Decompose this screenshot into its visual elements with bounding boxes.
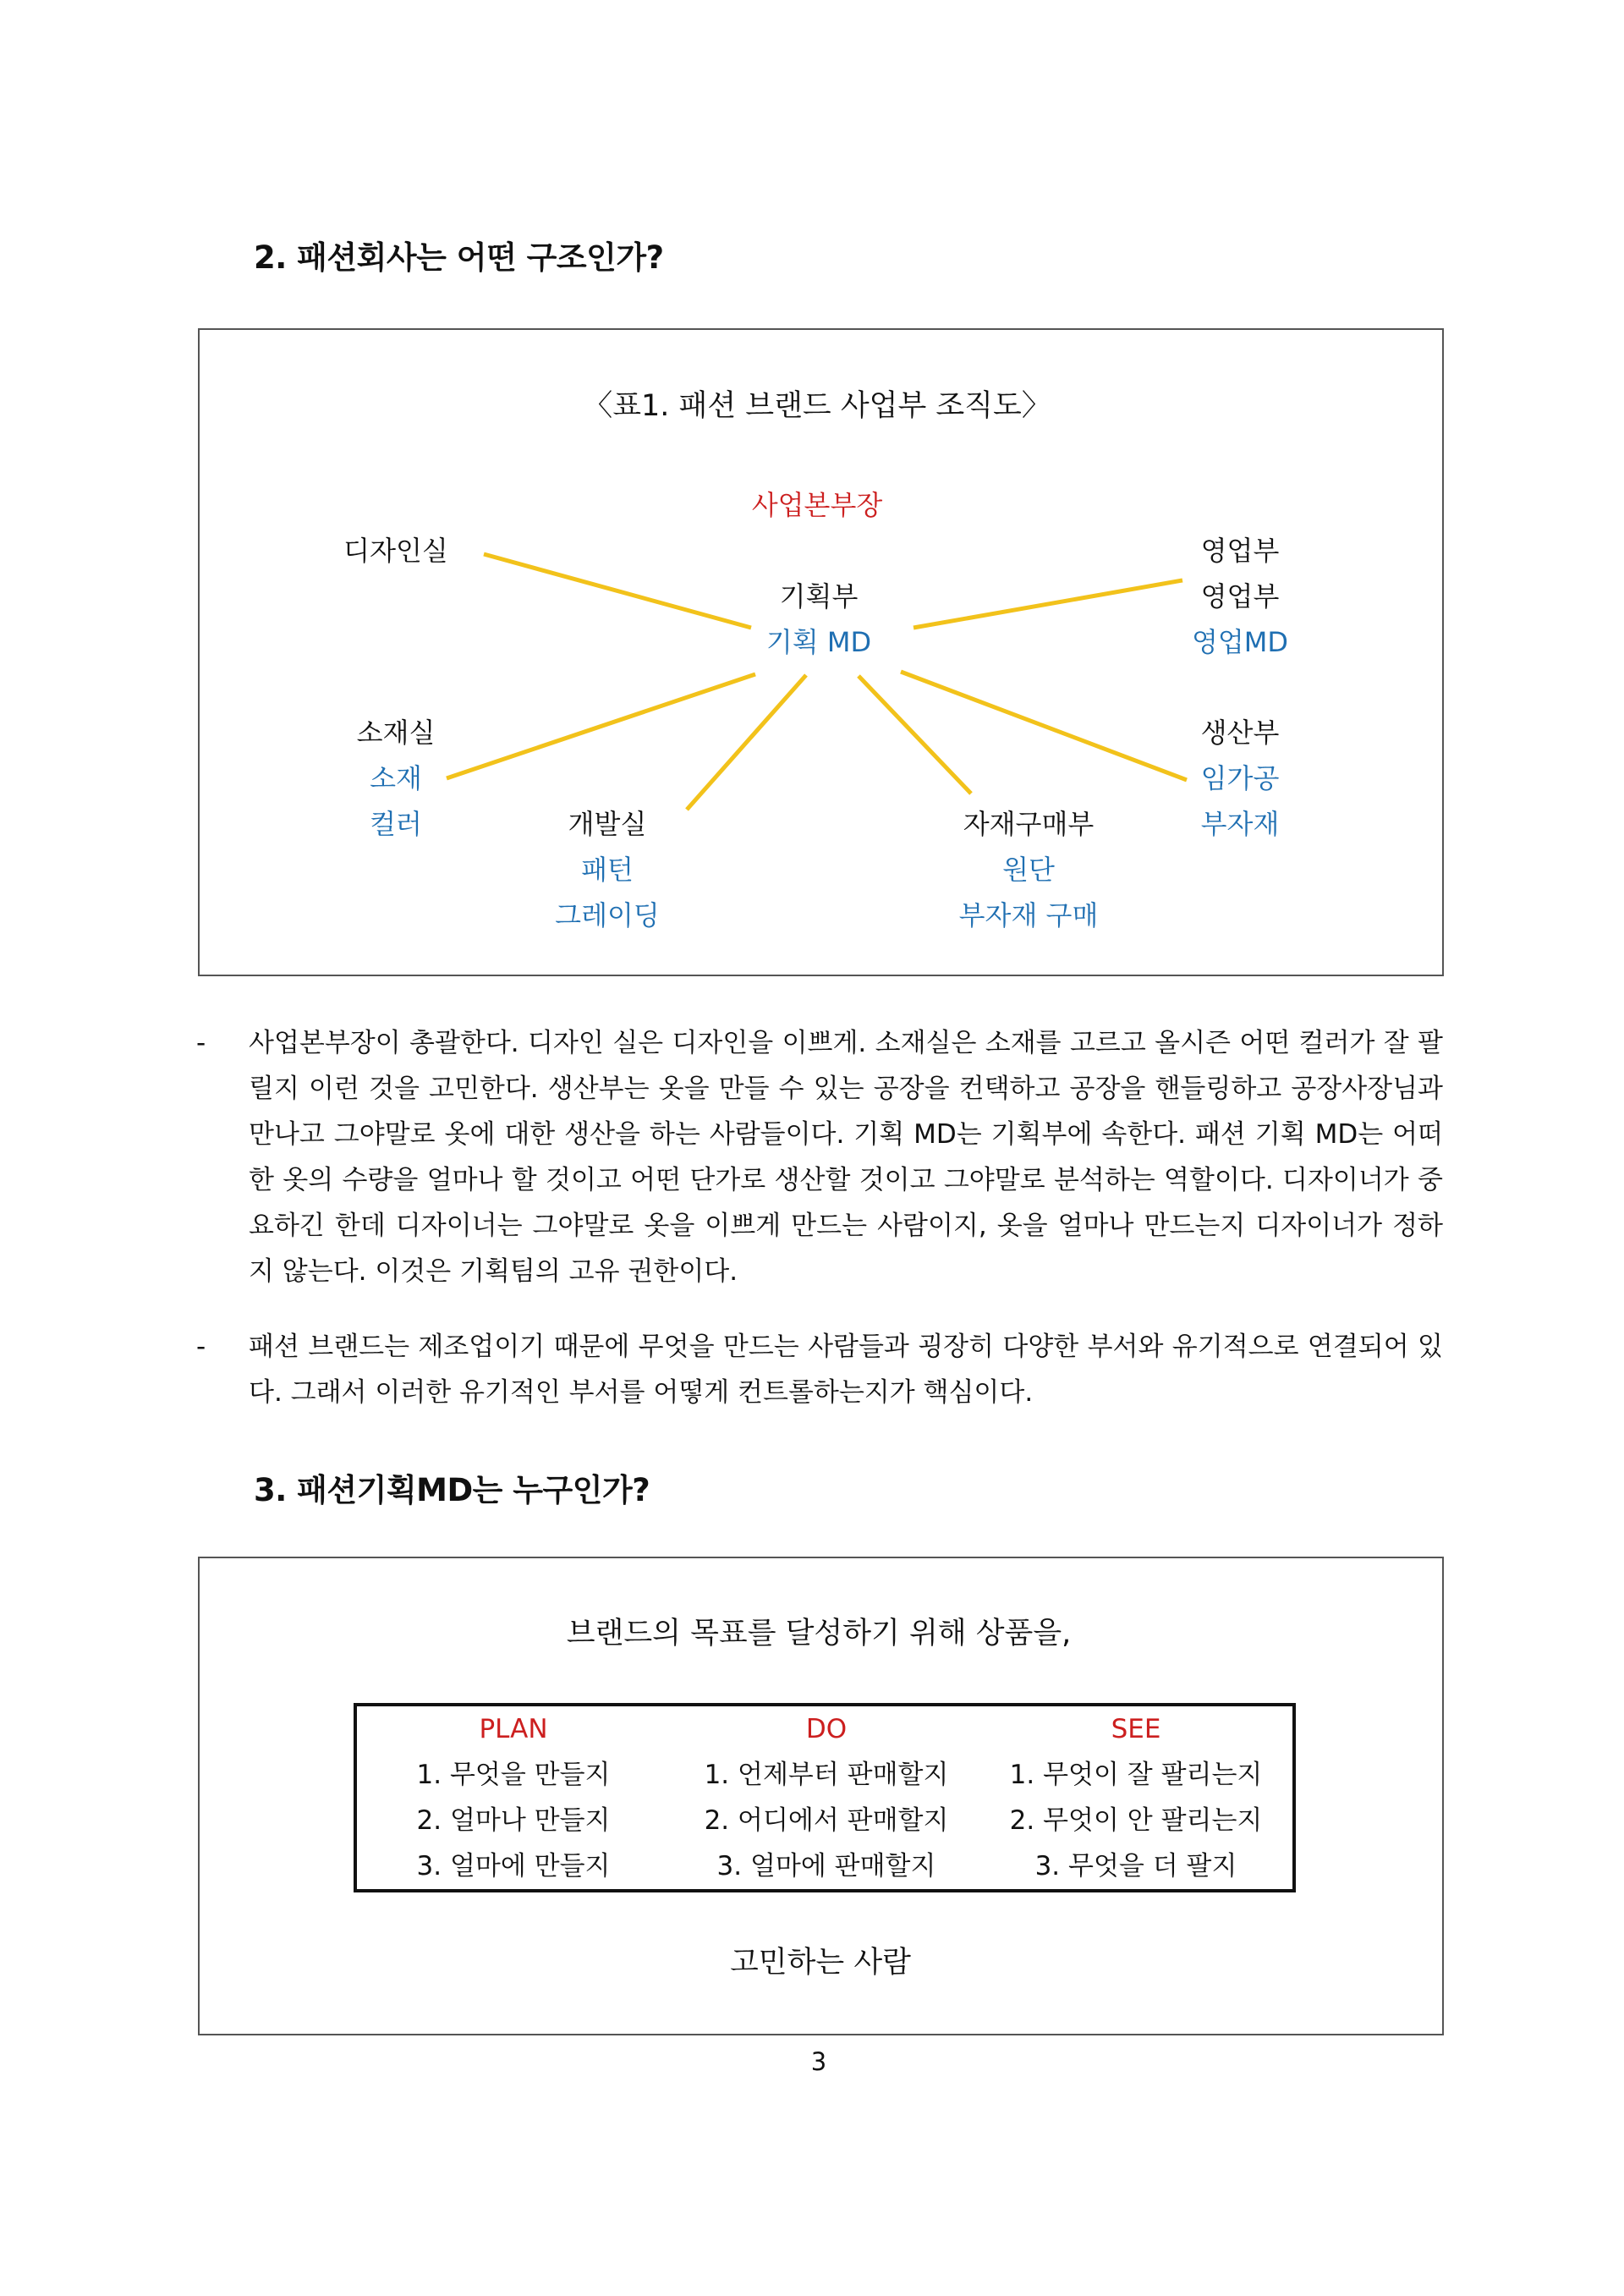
paragraph-org-description: 사업본부장이 총괄한다. 디자인 실은 디자인을 이쁘게. 소재실은 소재를 고르고 올시즌 어떤 컬러가 잘 팔릴지 이런 것을 고민한다. 생산부는 옷을 만들 수 있는 공장을 컨택하고 공장을 핸들링하고 공장사장님과 만나고 그야말로 옷에 대한 생산을 하는 사람들이다. 기획 MD는 기획부에 속한다. 패션 기획 MD는 어떠한 옷의 수량을 얼마나 할 것이고 어떤 단가로 생산할 것이고 그야말로 분석하는 역할이다. 디자이너가 중요하긴 한데 디자이너는 그야말로 옷을 이쁘게 만드는 사람이지, 옷을 얼마나 만드는지 디자이너가 정하지 않는다. 이것은 기획팀의 고유 권한이다.: [249, 1028, 1443, 1287]
org-planning-name: 기획부: [779, 580, 859, 612]
column-title-see: SEE: [1111, 1714, 1161, 1744]
org-planning-role: 기획 MD: [765, 626, 872, 658]
paragraph-org-summary: 패션 브랜드는 제조업이기 때문에 무엇을 만드는 사람들과 굉장히 다양한 부서와 유기적으로 연결되어 있다. 그래서 이러한 유기적인 부서를 어떻게 컨트롤하는지가 핵심이다.: [249, 1332, 1443, 1408]
org-development-role: 패턴: [581, 854, 634, 886]
org-development-role: 그레이딩: [555, 899, 660, 931]
connector-development: [687, 675, 806, 810]
org-sales-name: 영업부: [1200, 535, 1280, 567]
plan-do-see-table: [354, 1703, 1296, 1892]
org-material-name: 소재실: [356, 717, 436, 749]
column-title-do: DO: [805, 1714, 848, 1744]
md-intro-text: 브랜드의 목표를 달성하기 위해 상품을,: [566, 1617, 1072, 1651]
org-production-role: 부자재: [1200, 808, 1280, 840]
do-item: 2. 어디에서 판매할지: [704, 1805, 949, 1836]
do-column: [670, 1706, 983, 1889]
md-outro-text: 고민하는 사람: [730, 1946, 911, 1980]
column-title-plan: PLAN: [479, 1714, 548, 1744]
plan-item: 1. 무엇을 만들지: [416, 1760, 611, 1790]
org-material-role: 소재: [370, 762, 422, 794]
org-material-role: 컬러: [370, 808, 422, 840]
org-purchasing-role: 원단: [1002, 854, 1055, 886]
section-heading-structure: 2. 패션회사는 어떤 구조인가?: [254, 239, 664, 276]
plan-item: 3. 얼마에 만들지: [416, 1851, 611, 1881]
org-production-name: 생산부: [1200, 717, 1280, 749]
org-sales-role: 영업MD: [1191, 626, 1289, 658]
org-development-name: 개발실: [568, 808, 647, 840]
do-item: 3. 얼마에 판매할지: [716, 1851, 936, 1881]
connector-design: [484, 554, 751, 628]
bullet-mark: -: [196, 1028, 206, 1058]
org-sales-sub: 영업부: [1200, 580, 1280, 612]
see-item: 2. 무엇이 안 팔리는지: [1009, 1805, 1263, 1836]
connector-sales: [914, 580, 1182, 628]
org-head-office: 사업본부장: [751, 489, 883, 521]
do-item: 1. 언제부터 판매할지: [704, 1760, 949, 1790]
page-number: 3: [810, 2047, 827, 2076]
plan-column: [357, 1706, 670, 1889]
see-item: 1. 무엇이 잘 팔리는지: [1009, 1760, 1263, 1790]
connector-material: [447, 674, 755, 778]
see-column: [979, 1706, 1292, 1889]
section-heading-md: 3. 패션기획MD는 누구인가?: [254, 1472, 650, 1508]
org-purchasing-role: 부자재 구매: [958, 899, 1099, 931]
org-production-role: 임가공: [1200, 762, 1280, 794]
see-item: 3. 무엇을 더 팔지: [1034, 1851, 1237, 1881]
bullet-mark: -: [196, 1332, 206, 1362]
org-design-name: 디자인실: [343, 535, 448, 567]
plan-item: 2. 얼마나 만들지: [416, 1805, 611, 1836]
org-purchasing-name: 자재구매부: [963, 808, 1095, 840]
org-chart-title: 〈표1. 패션 브랜드 사업부 조직도〉: [583, 389, 1051, 423]
